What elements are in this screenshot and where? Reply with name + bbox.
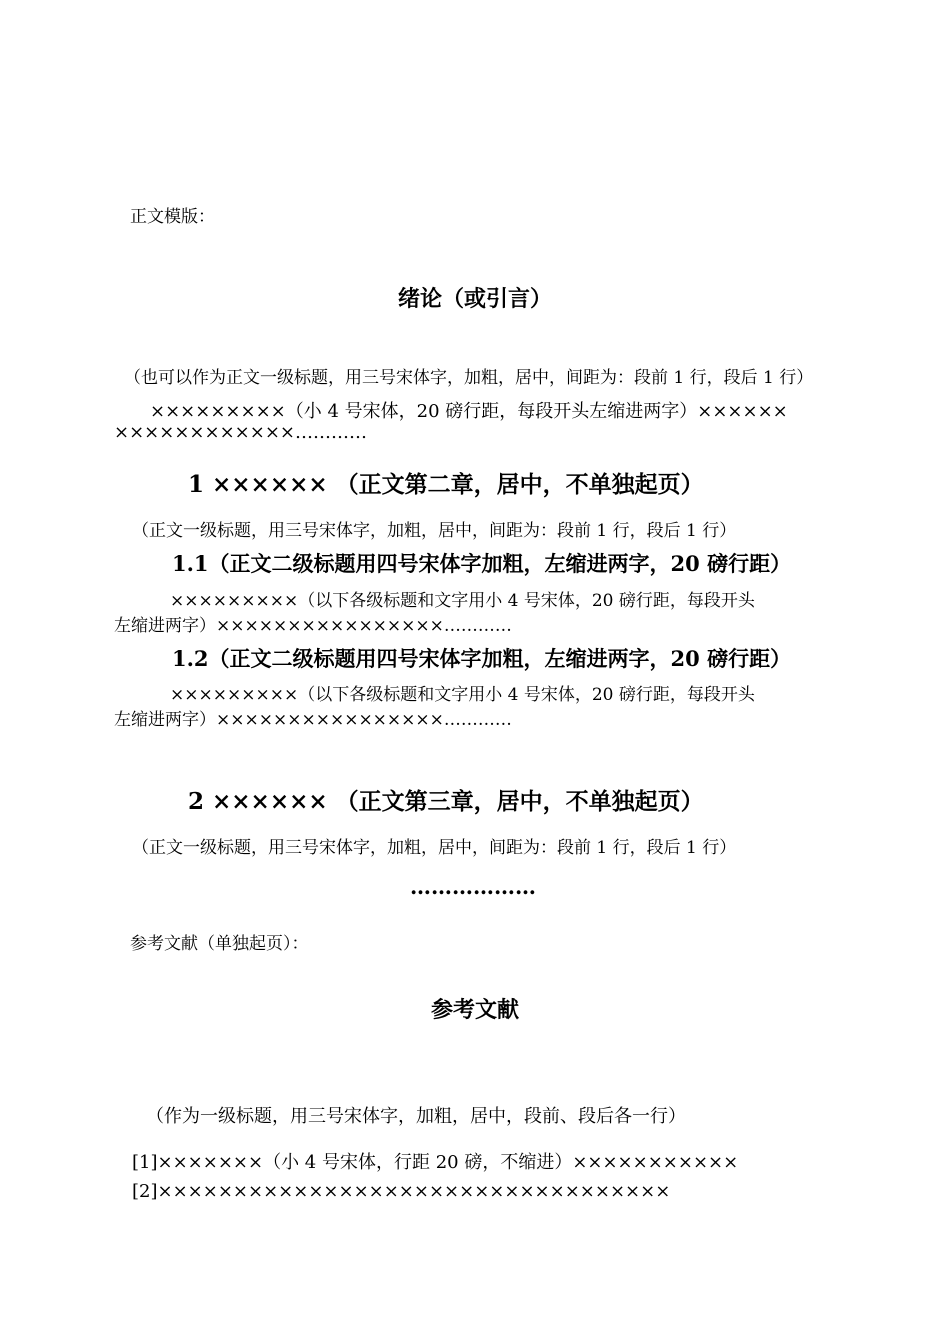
chapter-2-title: 2 ×××××× （正文第三章，居中，不单独起页） (188, 788, 704, 815)
section-1-2-line-2: 左缩进两字）××××××××××××××××………… (114, 710, 512, 730)
ellipsis: ……………… (410, 874, 536, 899)
section-1-1-line-2: 左缩进两字）××××××××××××××××………… (114, 616, 512, 636)
reference-item-2: [2]×××××××××××××××××××××××××××××××××× (132, 1181, 671, 1202)
chapter-1-note: （正文一级标题，用三号宋体字，加粗，居中，间距为：段前 1 行，段后 1 行） (132, 521, 737, 541)
intro-title: 绪论（或引言） (397, 286, 552, 312)
intro-note: （也可以作为正文一级标题，用三号宋体字，加粗，居中，间距为：段前 1 行，段后 1 行） (124, 368, 814, 388)
section-1-1-title: 1.1（正文二级标题用四号宋体字加粗，左缩进两字，20 磅行距） (172, 551, 792, 576)
section-1-2-line-1: ×××××××××（以下各级标题和文字用小 4 号宋体，20 磅行距，每段开头 (170, 685, 755, 705)
chapter-1-title: 1 ×××××× （正文第二章，居中，不单独起页） (188, 471, 704, 498)
references-label: 参考文献（单独起页）： (130, 934, 309, 954)
intro-paragraph-line-1: ×××××××××（小 4 号宋体，20 磅行距，每段开头左缩进两字）×××××× (150, 401, 788, 422)
body-template-label: 正文模版： (130, 207, 215, 227)
references-note: （作为一级标题，用三号宋体字，加粗，居中，段前、段后各一行） (146, 1106, 686, 1127)
reference-item-1: [1]×××××××（小 4 号宋体，行距 20 磅，不缩进）××××××××××× (132, 1152, 739, 1173)
references-title: 参考文献 (430, 997, 519, 1023)
section-1-2-title: 1.2（正文二级标题用四号宋体字加粗，左缩进两字，20 磅行距） (172, 646, 792, 671)
chapter-2-note: （正文一级标题，用三号宋体字，加粗，居中，间距为：段前 1 行，段后 1 行） (132, 838, 737, 858)
intro-paragraph-line-2: ××××××××××××………… (114, 422, 367, 443)
section-1-1-line-1: ×××××××××（以下各级标题和文字用小 4 号宋体，20 磅行距，每段开头 (170, 591, 755, 611)
